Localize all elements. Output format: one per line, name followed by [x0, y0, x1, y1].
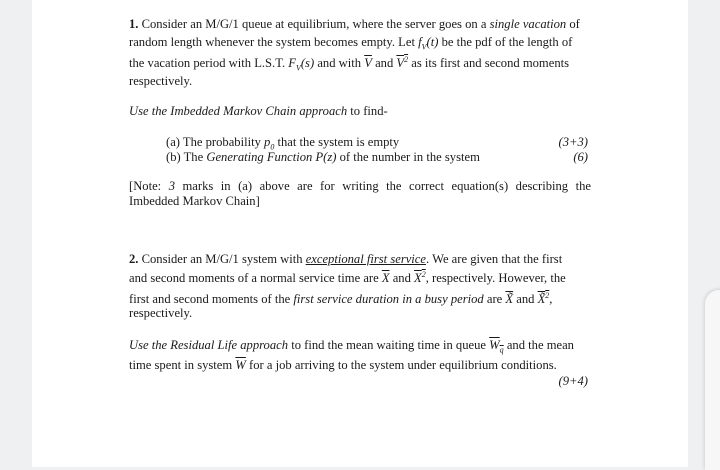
q1-part-a: (a) The probability $p_0$ that the system is empty: [166, 135, 400, 152]
q2-line-2: and second moments of a normal service time are $\overline{X}$ and $X^2$, respectively. However, the: [129, 269, 566, 285]
q1-approach: Use the Imbedded Markov Chain approach to find-: [129, 104, 388, 118]
q1-line-4: respectively.: [129, 74, 193, 88]
q1-part-b-marks: (6): [573, 150, 588, 164]
q2-line-3: first and second moments of the first service duration in a busy period are X̃ and X̃$^2$,: [129, 290, 553, 306]
q1-line-1: 1. Consider an M/G/1 queue at equilibrium, where the server goes on a single vacation of: [129, 17, 580, 31]
q1-part-a-marks: (3+3): [558, 135, 588, 149]
q1-number: 1.: [129, 17, 139, 31]
q1-line-3: the vacation period with L.S.T. $F_V(s)$ and with $\overline{V}$ and $V^2$ as its first and second moments: [129, 54, 570, 73]
q2-line-1: 2. Consider an M/G/1 system with exceptional first service. We are given that the first: [129, 252, 563, 266]
q2-line-4: respectively.: [129, 306, 193, 320]
q2-line-6: time spent in system $\overline{W}$ for a job arriving to the system under equilibrium conditions.: [129, 358, 557, 372]
q1-line-2: random length whenever the system becomes empty. Let $f_V(t)$ be the pdf of the length of: [129, 35, 573, 52]
side-panel-tab[interactable]: [705, 290, 720, 470]
q1-note-line-2: Imbedded Markov Chain]: [129, 194, 260, 208]
q2-marks: (9+4): [558, 374, 588, 388]
q1-note-line-1: [Note: 3 marks in (a) above are for writing the correct equation(s) describing the: [129, 179, 591, 193]
q1-part-b: (b) The Generating Function P(z) of the number in the system: [166, 150, 480, 164]
q2-line-5: Use the Residual Life approach to find the mean waiting time in queue $W_q$ and the mean: [129, 338, 574, 355]
q2-number: 2.: [129, 252, 139, 266]
